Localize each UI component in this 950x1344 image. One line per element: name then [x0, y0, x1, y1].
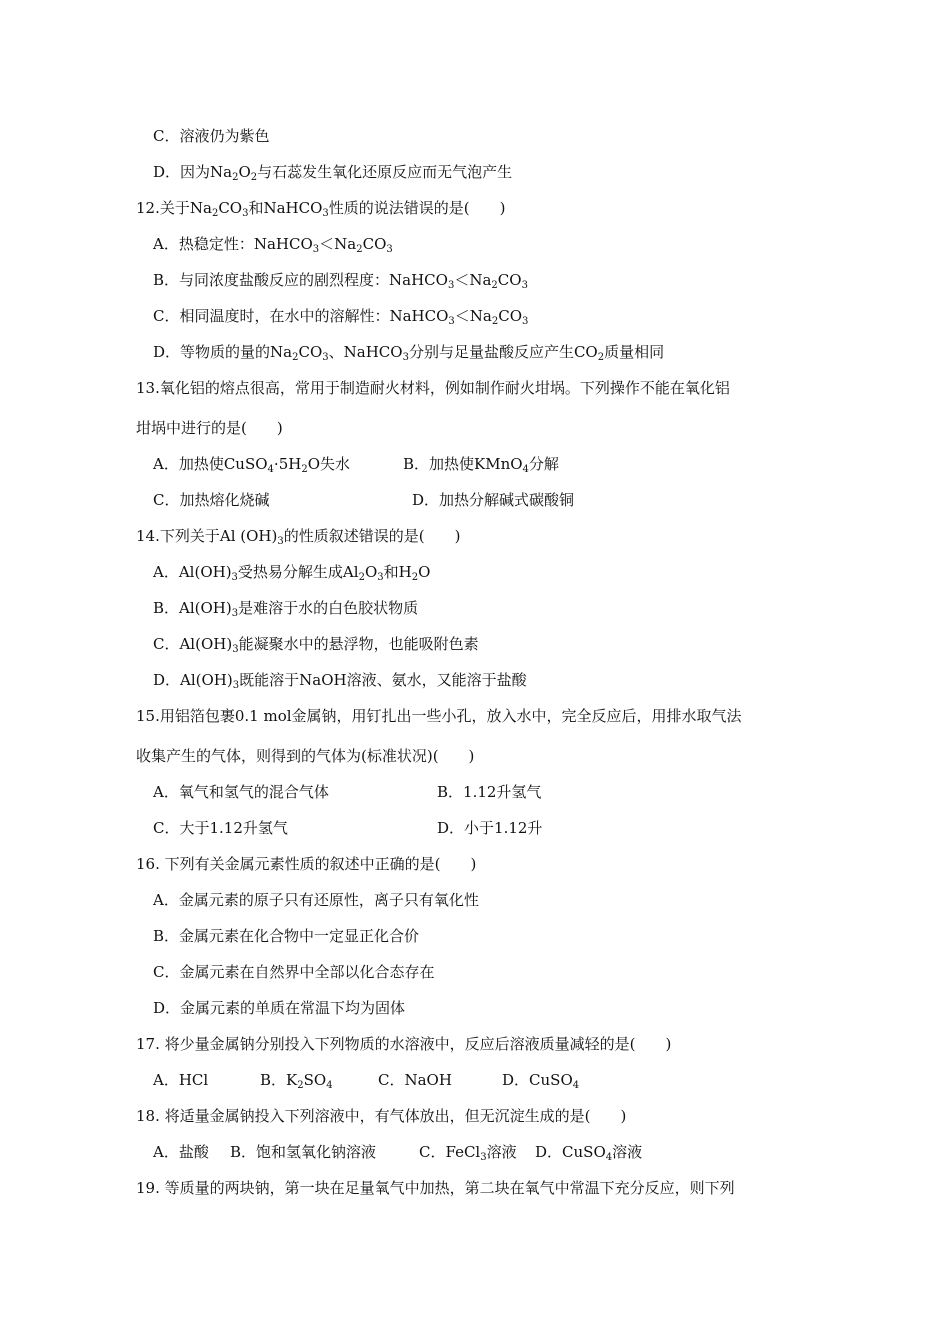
question-text: 18. 将适量金属钠投入下列溶液中，有气体放出，但无沉淀生成的是( )	[136, 1107, 627, 1125]
option-item: D．CuSO$_4$溶液	[535, 1143, 643, 1163]
option-item: A．HCl	[153, 1071, 209, 1089]
question-text: 15.用铝箔包裹0.1 mol金属钠，用钉扎出一些小孔，放入水中，完全反应后，用排水取气法	[136, 707, 742, 725]
option-line: C．溶液仍为紫色	[153, 127, 270, 145]
option-item: A．盐酸	[153, 1143, 209, 1161]
option-item: D．小于1.12升	[437, 819, 543, 837]
option-item: B．1.12升氢气	[437, 783, 542, 801]
option-line: B．与同浓度盐酸反应的剧烈程度：$NaHCO_3<Na_2CO_3$	[153, 271, 528, 291]
option-line	[153, 454, 853, 474]
option-item: C．大于1.12升氢气	[153, 819, 288, 837]
option-line	[153, 818, 853, 838]
option-line: D．因为$Na_2O_2$与石蕊发生氧化还原反应而无气泡产生	[153, 163, 513, 183]
question-text: 16. 下列有关金属元素性质的叙述中正确的是( )	[136, 855, 477, 873]
option-line: A．热稳定性：$NaHCO_3<Na_2CO_3$	[153, 235, 393, 255]
option-item: B．饱和氢氧化钠溶液	[230, 1143, 377, 1161]
option-item: D．CuSO$_4$	[502, 1071, 580, 1091]
option-line: C．$Al(OH)_3$能凝聚水中的悬浮物，也能吸附色素	[153, 635, 479, 655]
option-item: B．$K_2SO_4$	[260, 1071, 333, 1091]
option-line: D．金属元素的单质在常温下均为固体	[153, 999, 406, 1017]
option-item: D．加热分解碱式碳酸铜	[412, 491, 575, 509]
option-line: B．$Al(OH)_3$是难溶于水的白色胶状物质	[153, 599, 419, 619]
option-item: B．加热使KMnO$_4$分解	[403, 455, 559, 475]
question-text: 12.关于$Na_2CO_3$和NaHCO$_3$性质的说法错误的是( )	[136, 199, 506, 219]
option-item: C．FeCl$_3$溶液	[419, 1143, 517, 1163]
question-text: 14.下列关于Al $(OH)_3$的性质叙述错误的是( )	[136, 527, 461, 547]
option-line: A．金属元素的原子只有还原性，离子只有氧化性	[153, 891, 479, 909]
option-line	[153, 782, 853, 802]
option-line	[153, 1142, 853, 1162]
option-item: C．NaOH	[378, 1071, 452, 1089]
option-line: D．$Al(OH)_3$既能溶于NaOH溶液、氨水，又能溶于盐酸	[153, 671, 527, 691]
option-line: C．金属元素在自然界中全部以化合态存在	[153, 963, 435, 981]
option-line: B．金属元素在化合物中一定显正化合价	[153, 927, 420, 945]
option-item: A．加热使$CuSO_4\cdot 5H_2O$失水	[153, 455, 351, 475]
option-item: C．加热熔化烧碱	[153, 491, 270, 509]
question-text: 17. 将少量金属钠分别投入下列物质的水溶液中，反应后溶液质量减轻的是( )	[136, 1035, 672, 1053]
option-line	[153, 490, 853, 510]
question-text: 19. 等质量的两块钠，第一块在足量氧气中加热，第二块在氧气中常温下充分反应，则下列	[136, 1179, 735, 1197]
question-text: 坩埚中进行的是( )	[136, 419, 283, 437]
option-line: D．等物质的量的$Na_2CO_3$、NaHCO$_3$分别与足量盐酸反应产生$CO_2$质量相同	[153, 343, 665, 363]
option-line	[153, 1070, 853, 1090]
option-line: A．$Al(OH)_3$受热易分解生成$Al_2O_3$和$H_2O$	[153, 563, 431, 583]
question-text: 收集产生的气体，则得到的气体为(标准状况)( )	[136, 747, 475, 765]
option-item: A．氧气和氢气的混合气体	[153, 783, 329, 801]
option-line: C．相同温度时，在水中的溶解性：$NaHCO_3<Na_2CO_3$	[153, 307, 529, 327]
question-text: 13.氧化铝的熔点很高，常用于制造耐火材料，例如制作耐火坩埚。下列操作不能在氧化铝	[136, 379, 730, 397]
